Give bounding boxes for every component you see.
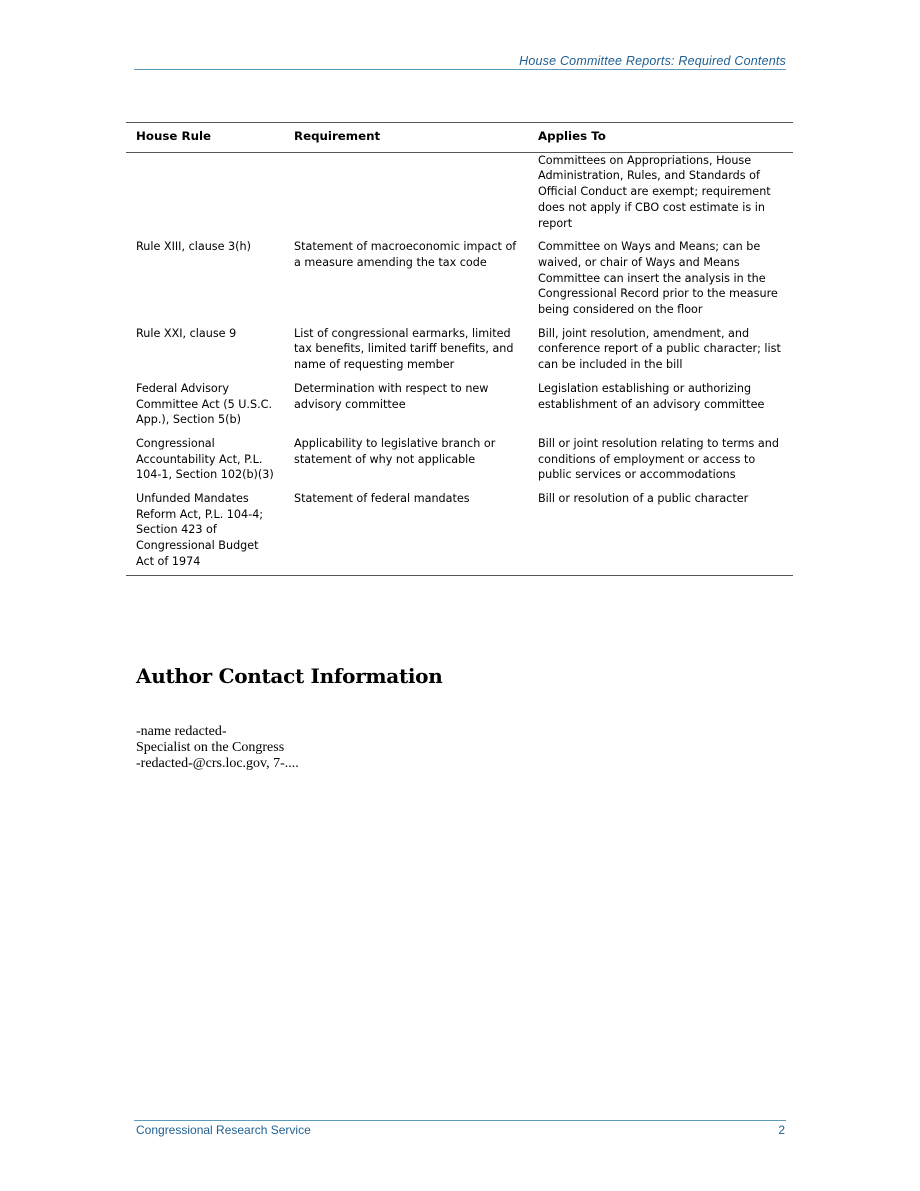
table-row [126, 152, 793, 239]
table-row [126, 326, 793, 381]
cell-house-rule: Unfunded Mandates Reform Act, P.L. 104-4; Section 423 of Congressional Budget Act of 1974 [126, 491, 284, 575]
requirements-table-container [126, 122, 793, 576]
column-header-applies-to: Applies To [528, 123, 793, 153]
cell-house-rule: Federal Advisory Committee Act (5 U.S.C. App.), Section 5(b) [136, 381, 273, 427]
cell-house-rule: Congressional Accountability Act, P.L. 104-1, Section 102(b)(3) [136, 436, 274, 482]
cell-applies-to: Legislation establishing or authorizing establishment of an advisory committee [538, 381, 765, 411]
cell-applies-to: Bill, joint resolution, amendment, and conference report of a public character; list can be included in the bill [538, 326, 781, 372]
table-row [126, 381, 793, 436]
cell-requirement: Statement of macroeconomic impact of a measure amending the tax code [294, 240, 517, 269]
cell-requirement: Statement of federal mandates [284, 491, 528, 575]
author-title: Specialist on the Congress [136, 740, 285, 755]
running-header: House Committee Reports: Required Contents [519, 54, 786, 68]
table-row [126, 239, 793, 326]
footer-organization: Congressional Research Service [136, 1123, 311, 1137]
cell-requirement: List of congressional earmarks, limited tax benefits, limited tariff benefits, and name of requesting member [294, 326, 514, 372]
footer-divider [134, 1120, 786, 1121]
cell-applies-to: Bill or joint resolution relating to terms and conditions of employment or access to public services or accommodations [538, 436, 779, 482]
cell-applies-to: Committee on Ways and Means; can be waived, or chair of Ways and Means Committee can insert the analysis in the Congressional Record prior to the measure being considered on the floor [538, 240, 778, 317]
author-name: -name redacted- [136, 724, 227, 739]
cell-house-rule [126, 152, 284, 239]
cell-applies-to: Committees on Appropriations, House Administration, Rules, and Standards of Official Conduct are exempt; requirement does not apply if CBO cost estimate is in report [538, 153, 771, 230]
table-row [126, 491, 793, 575]
cell-house-rule: Rule XXI, clause 9 [136, 326, 237, 340]
page-number: 2 [778, 1123, 785, 1137]
header-divider [134, 69, 786, 70]
cell-requirement [284, 152, 528, 239]
cell-requirement: Determination with respect to new advisory committee [294, 381, 489, 411]
cell-requirement: Applicability to legislative branch or statement of why not applicable [294, 436, 496, 466]
cell-applies-to: Bill or resolution of a public character [528, 491, 793, 575]
table-row [126, 436, 793, 491]
author-contact-block [136, 724, 299, 772]
column-header-requirement: Requirement [284, 123, 528, 153]
cell-house-rule: Rule XIII, clause 3(h) [136, 240, 251, 254]
author-contact-heading: Author Contact Information [136, 664, 443, 688]
column-header-house-rule: House Rule [126, 123, 284, 153]
author-contact-details: -redacted-@crs.loc.gov, 7-.... [136, 756, 299, 771]
table-header-row [126, 123, 793, 153]
requirements-table [126, 122, 793, 576]
